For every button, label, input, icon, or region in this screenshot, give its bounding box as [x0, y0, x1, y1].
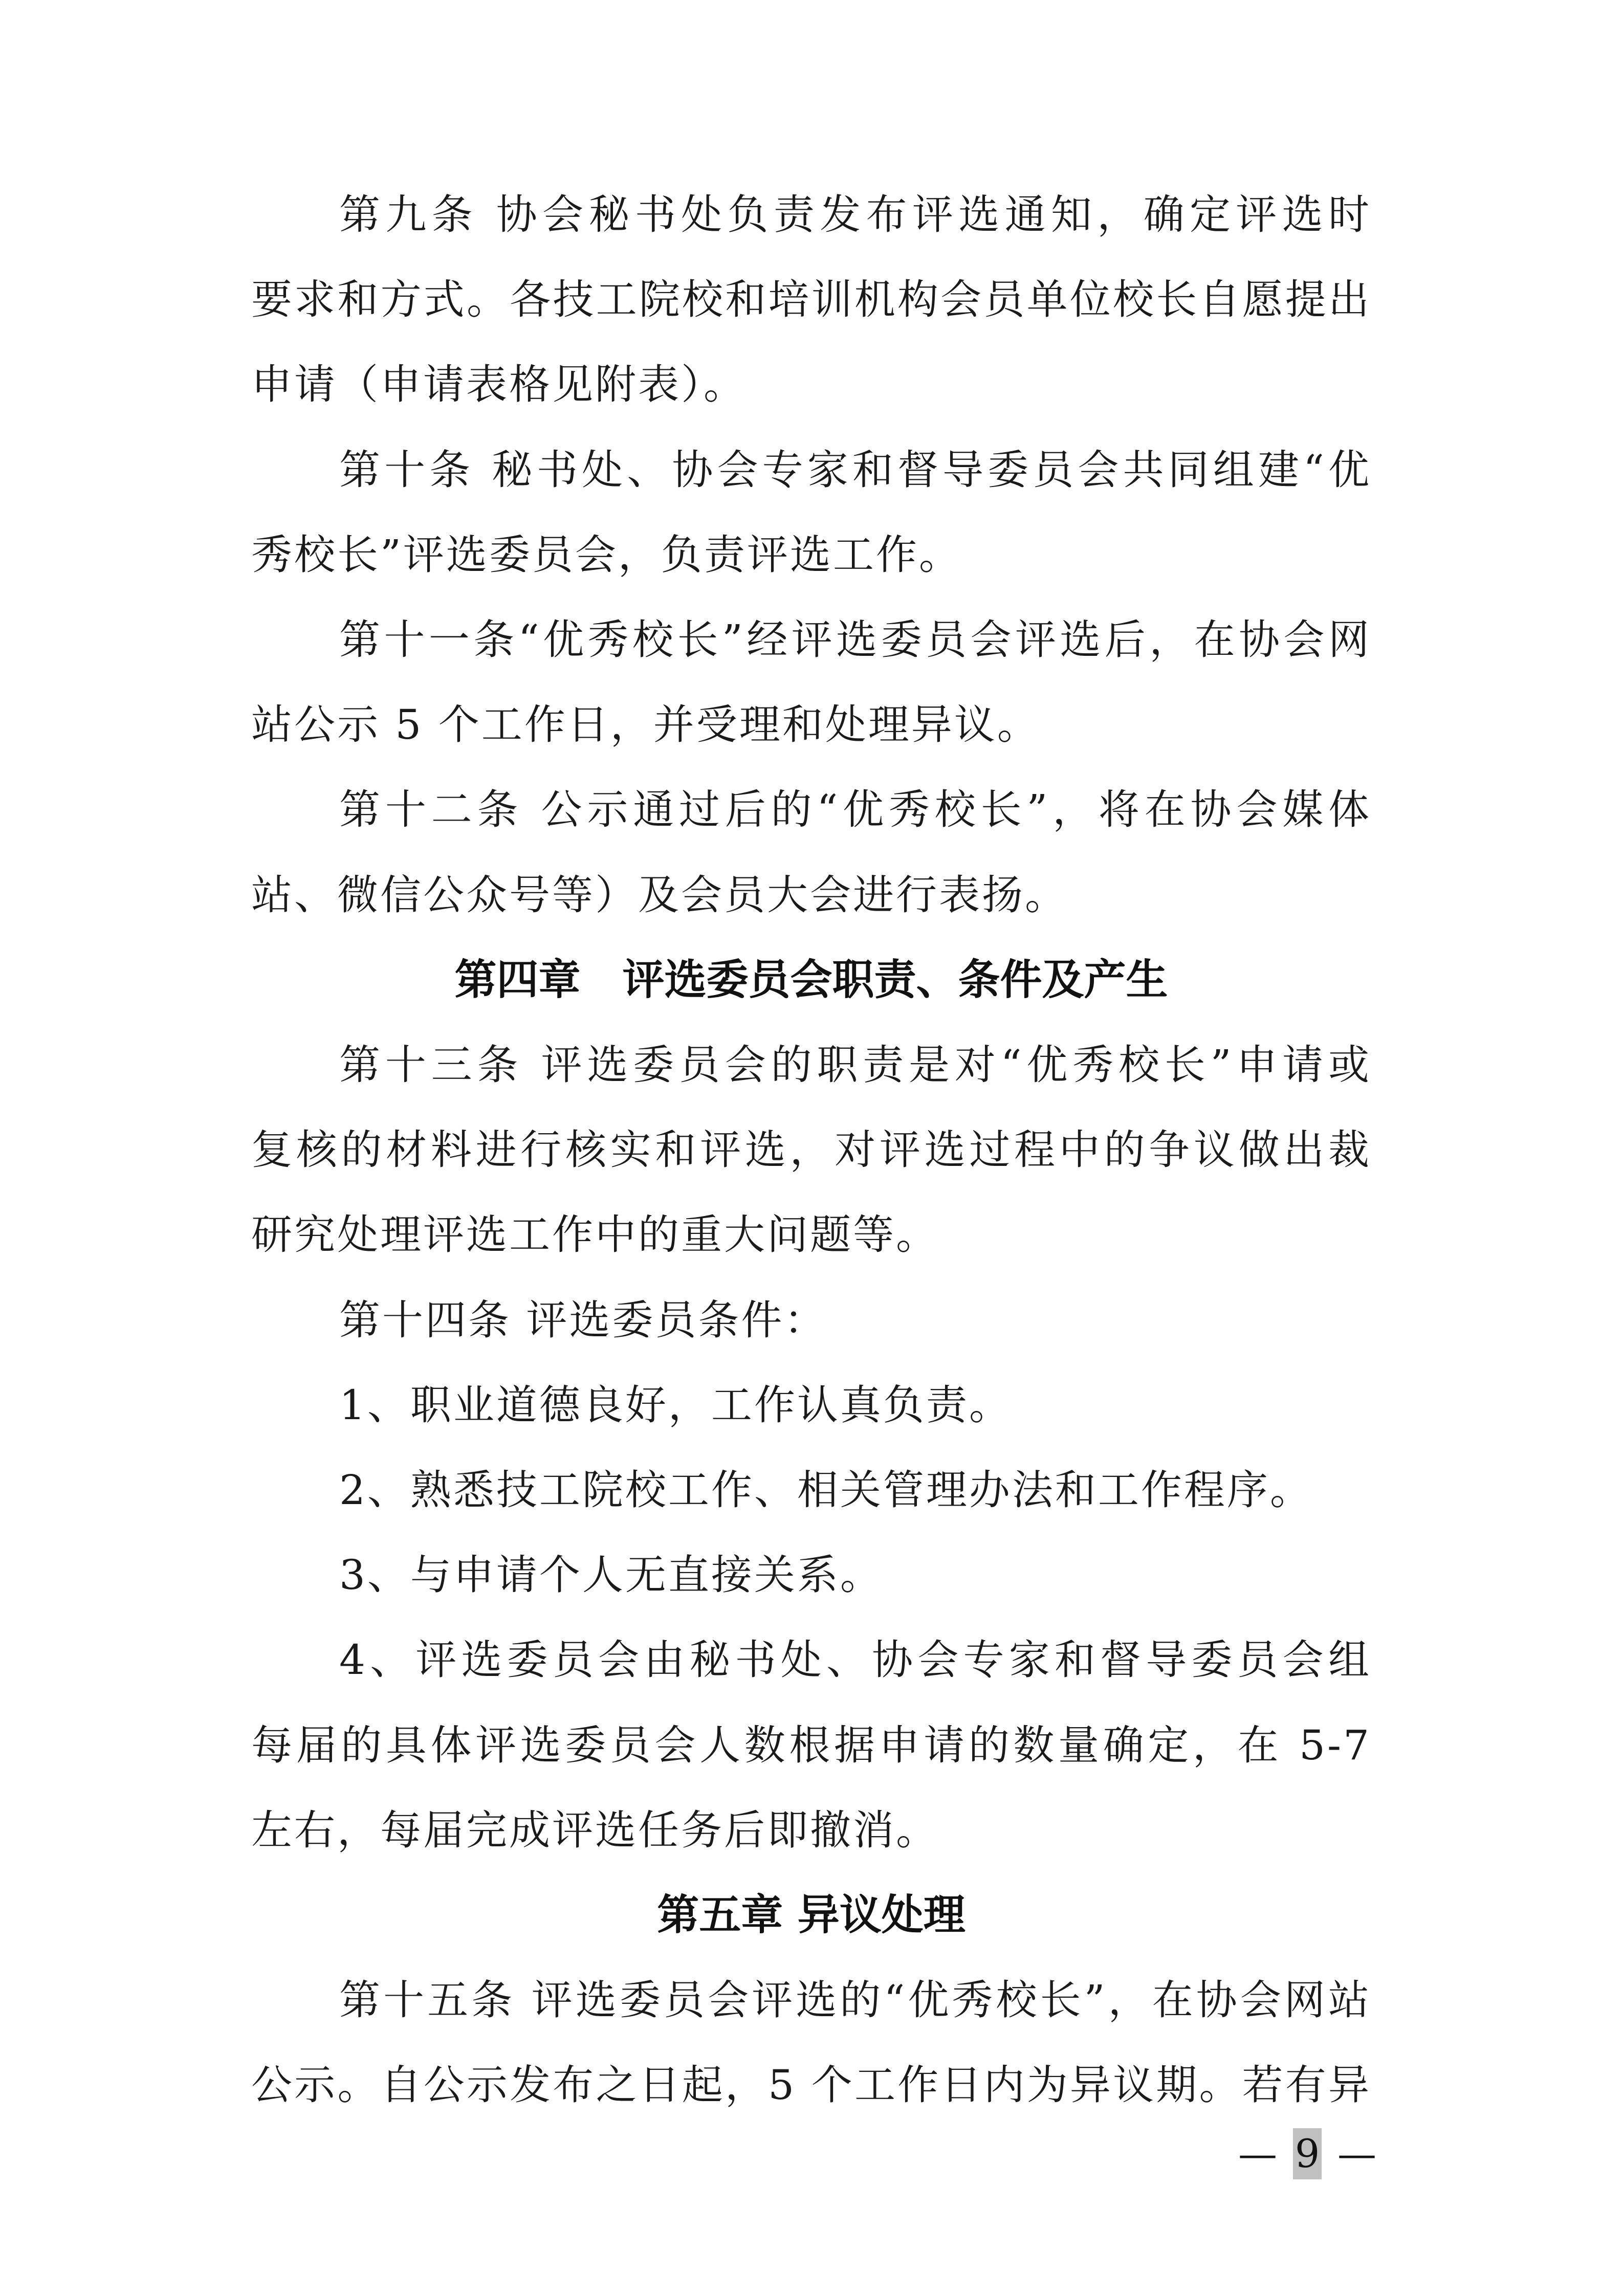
text-line: 秀校长”评选委员会，负责评选工作。 — [251, 531, 962, 579]
text-line: 公示。自公示发布之日起，5 个工作日内为异议期。若有异 — [251, 2061, 1371, 2109]
text-line: 复核的材料进行核实和评选，对评选过程中的争议做出裁 — [251, 1126, 1371, 1174]
text-line: 第十四条 评选委员条件： — [339, 1296, 827, 1344]
chapter-heading: 第五章 异议处理 — [657, 1891, 966, 1939]
text-line: 站公示 5 个工作日，并受理和处理异议。 — [251, 701, 1040, 749]
chapter-heading: 第四章 评选委员会职责、条件及产生 — [454, 955, 1168, 1004]
text-line: 第十三条 评选委员会的职责是对“优秀校长”申请或 — [339, 1041, 1371, 1089]
text-line: 第十条 秘书处、协会专家和督导委员会共同组建“优 — [339, 446, 1371, 494]
text-line: 站、微信公众号等）及会员大会进行表扬。 — [251, 871, 1068, 919]
page-number-value: 9 — [1293, 2128, 1322, 2179]
text-line: 第十二条 公示通过后的“优秀校长”，将在协会媒体 — [339, 786, 1371, 834]
page-number-dash-left: — — [1238, 2131, 1277, 2176]
text-line: 每届的具体评选委员会人数根据申请的数量确定，在 5-7 — [251, 1721, 1371, 1769]
page-number — [1238, 2123, 1376, 2184]
text-line: 1、职业道德良好，工作认真负责。 — [339, 1381, 1012, 1429]
text-line: 第十五条 评选委员会评选的“优秀校长”，在协会网站 — [339, 1976, 1371, 2024]
text-line: 第十一条“优秀校长”经评选委员会评选后，在协会网 — [339, 616, 1371, 664]
text-line: 3、与申请个人无直接关系。 — [339, 1551, 883, 1599]
text-line: 第九条 协会秘书处负责发布评选通知，确定评选时 — [339, 191, 1371, 238]
text-line: 要求和方式。各技工院校和培训机构会员单位校长自愿提出 — [251, 276, 1371, 324]
text-line: 申请（申请表格见附表）。 — [251, 361, 747, 409]
text-line: 2、熟悉技工院校工作、相关管理办法和工作程序。 — [339, 1466, 1313, 1514]
text-line: 研究处理评选工作中的重大问题等。 — [251, 1211, 939, 1259]
text-line: 左右，每届完成评选任务后即撤消。 — [251, 1806, 939, 1854]
text-line: 4、评选委员会由秘书处、协会专家和督导委员会组 — [339, 1636, 1371, 1684]
page-number-dash-right: — — [1337, 2131, 1376, 2176]
